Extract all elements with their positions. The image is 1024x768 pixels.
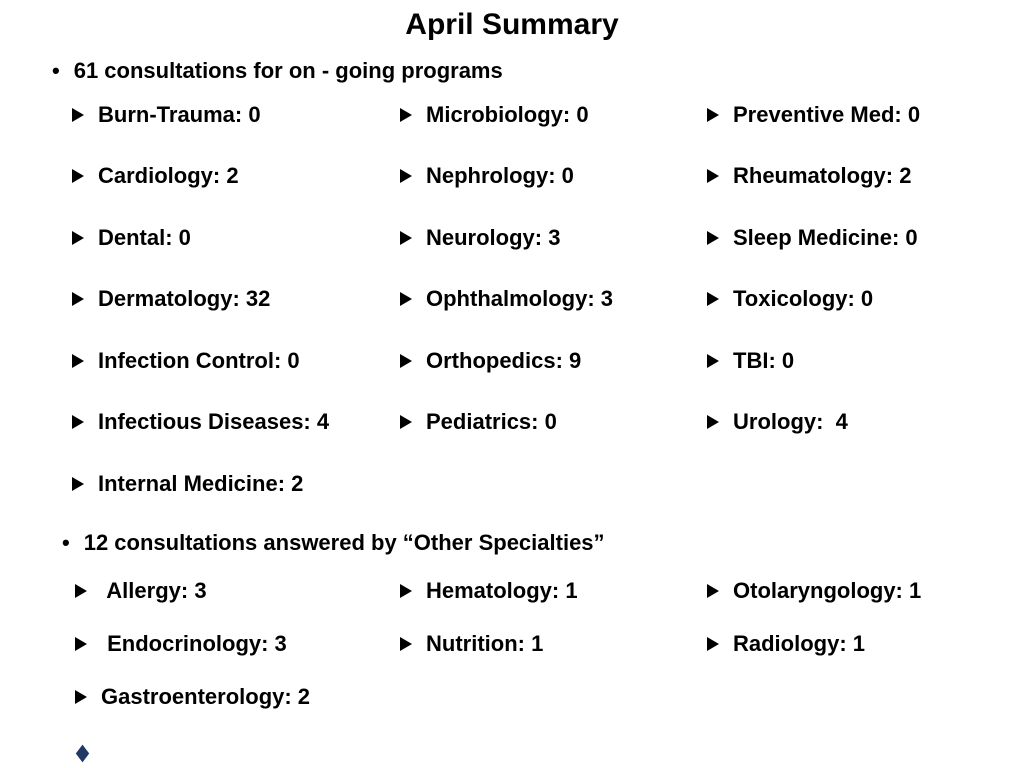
list-item xyxy=(75,670,310,723)
item-label: Allergy: 3 xyxy=(101,577,207,603)
item-label: Microbiology: 0 xyxy=(426,101,589,127)
section-2-column-2 xyxy=(400,564,578,670)
arrow-bullet-icon xyxy=(707,169,719,183)
list-item xyxy=(707,207,920,269)
list-item xyxy=(400,392,613,454)
arrow-bullet-icon xyxy=(72,354,84,368)
list-item xyxy=(72,146,329,208)
arrow-bullet-icon xyxy=(400,108,412,122)
arrow-bullet-icon xyxy=(72,231,84,245)
list-item xyxy=(75,564,310,617)
list-item xyxy=(400,617,578,670)
list-item xyxy=(400,269,613,331)
list-item xyxy=(400,207,613,269)
item-label: Burn-Trauma: 0 xyxy=(98,101,261,127)
item-label: Endocrinology: 3 xyxy=(101,630,287,656)
list-item xyxy=(400,146,613,208)
section-2-heading-label: 12 consultations answered by “Other Specialties” xyxy=(83,530,605,555)
item-label: Neurology: 3 xyxy=(426,224,561,250)
arrow-bullet-icon xyxy=(72,415,84,429)
arrow-bullet-icon xyxy=(75,690,87,704)
list-item xyxy=(72,207,329,269)
arrow-bullet-icon xyxy=(707,415,719,429)
section-2-column-1 xyxy=(75,564,310,723)
item-label: Nutrition: 1 xyxy=(426,630,544,656)
arrow-bullet-icon xyxy=(707,292,719,306)
list-item xyxy=(400,564,578,617)
item-label: Cardiology: 2 xyxy=(98,163,239,189)
item-label: Nephrology: 0 xyxy=(426,163,574,189)
list-item xyxy=(72,84,329,146)
list-item xyxy=(707,269,920,331)
item-label: Otolaryngology: 1 xyxy=(733,577,922,603)
item-label: TBI: 0 xyxy=(733,347,795,373)
arrow-bullet-icon xyxy=(707,354,719,368)
item-label: Infection Control: 0 xyxy=(98,347,300,373)
arrow-bullet-icon xyxy=(400,637,412,651)
arrow-bullet-icon xyxy=(400,292,412,306)
list-item xyxy=(707,330,920,392)
section-1-heading xyxy=(52,57,503,85)
item-label: Orthopedics: 9 xyxy=(426,347,582,373)
list-item xyxy=(707,564,921,617)
list-item xyxy=(75,617,310,670)
section-1-column-1 xyxy=(72,84,329,515)
item-label: Infectious Diseases: 4 xyxy=(98,409,330,435)
arrow-bullet-icon xyxy=(707,584,719,598)
arrow-bullet-icon xyxy=(707,231,719,245)
arrow-bullet-icon xyxy=(400,231,412,245)
item-label: Dental: 0 xyxy=(98,224,191,250)
arrow-bullet-icon xyxy=(707,108,719,122)
arrow-bullet-icon xyxy=(400,415,412,429)
item-label: Preventive Med: 0 xyxy=(733,101,921,127)
item-label: Sleep Medicine: 0 xyxy=(733,224,918,250)
slide-title: April Summary xyxy=(405,8,619,41)
list-item xyxy=(707,392,920,454)
list-item xyxy=(72,269,329,331)
item-label: Pediatrics: 0 xyxy=(426,409,557,435)
arrow-bullet-icon xyxy=(707,637,719,651)
section-2-column-3 xyxy=(707,564,921,670)
list-item xyxy=(72,453,329,515)
list-item xyxy=(707,84,920,146)
item-label: Toxicology: 0 xyxy=(733,286,874,312)
section-1-column-3 xyxy=(707,84,920,453)
list-item xyxy=(707,617,921,670)
item-label: Hematology: 1 xyxy=(426,577,578,603)
item-label: Radiology: 1 xyxy=(733,630,866,656)
arrow-bullet-icon xyxy=(72,292,84,306)
arrow-bullet-icon xyxy=(75,584,87,598)
arrow-bullet-icon xyxy=(400,354,412,368)
list-item xyxy=(72,392,329,454)
list-item xyxy=(72,330,329,392)
list-item xyxy=(400,84,613,146)
item-label: Ophthalmology: 3 xyxy=(426,286,613,312)
arrow-bullet-icon xyxy=(75,637,87,651)
arrow-bullet-icon xyxy=(72,169,84,183)
item-label: Urology: 4 xyxy=(733,409,848,435)
bullet-icon: • xyxy=(62,530,70,555)
item-label: Dermatology: 32 xyxy=(98,286,271,312)
section-1-heading-label: 61 consultations for on - going programs xyxy=(73,58,503,83)
bullet-icon: • xyxy=(52,58,60,83)
section-1-column-2 xyxy=(400,84,613,453)
arrow-bullet-icon xyxy=(72,477,84,491)
list-item xyxy=(707,146,920,208)
list-item xyxy=(400,330,613,392)
item-label: Rheumatology: 2 xyxy=(733,163,912,189)
arrow-bullet-icon xyxy=(72,108,84,122)
arrow-bullet-icon xyxy=(400,169,412,183)
arrow-bullet-icon xyxy=(400,584,412,598)
item-label: Internal Medicine: 2 xyxy=(98,470,304,496)
slide-nav-icon[interactable] xyxy=(76,745,89,763)
item-label: Gastroenterology: 2 xyxy=(101,683,311,709)
section-2-heading xyxy=(62,529,605,557)
